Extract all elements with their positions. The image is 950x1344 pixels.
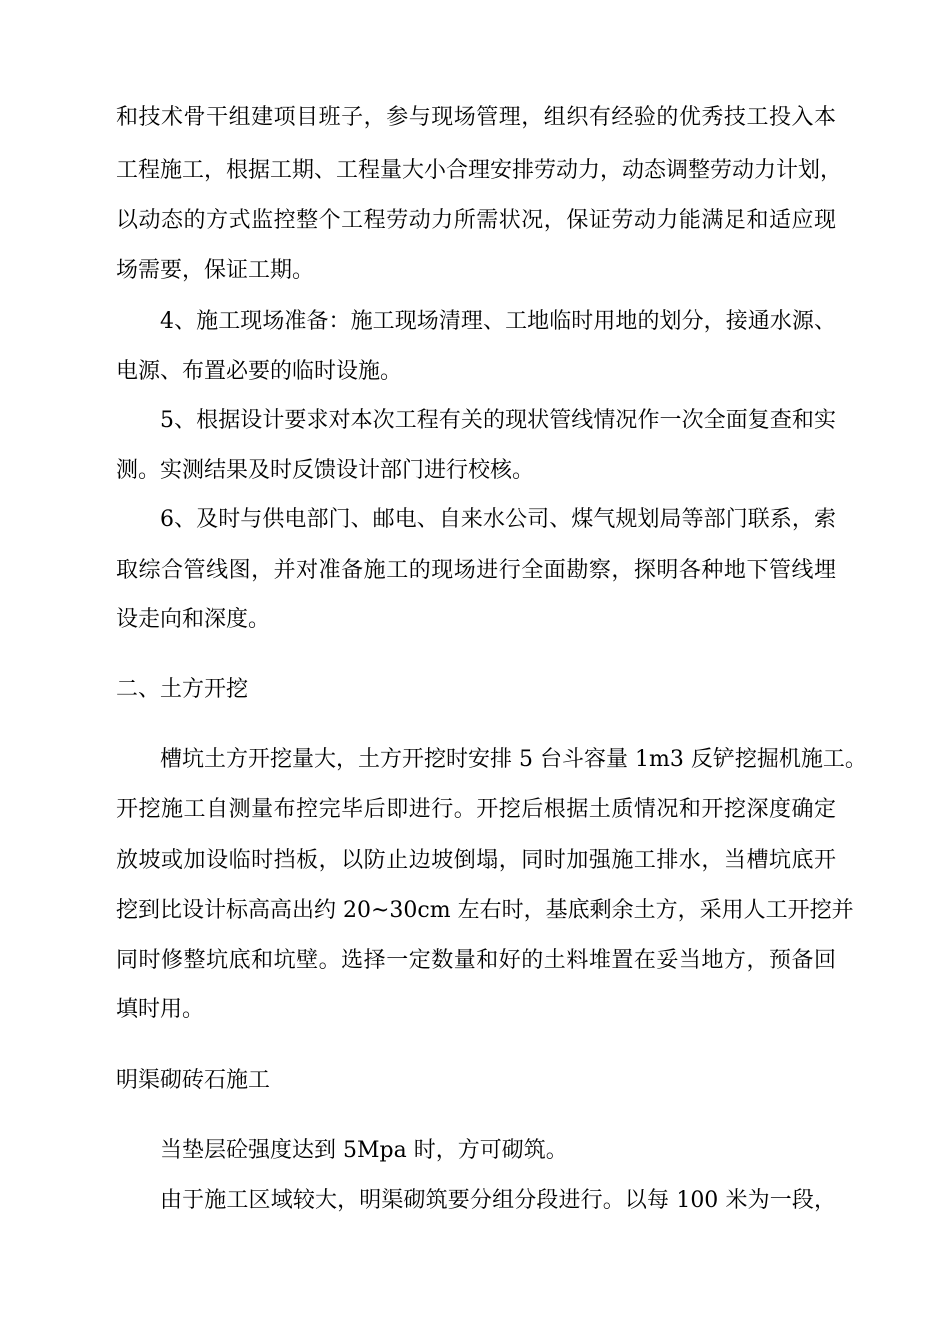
paragraph-line: 工程施工，根据工期、工程量大小合理安排劳动力，动态调整劳动力计划，: [116, 158, 843, 183]
paragraph-line: 5、根据设计要求对本次工程有关的现状管线情况作一次全面复查和实: [160, 408, 836, 433]
paragraph-line: 开挖施工自测量布控完毕后即进行。开挖后根据土质情况和开挖深度确定: [116, 797, 836, 822]
section-heading: 明渠砌砖石施工: [116, 1068, 271, 1093]
section-heading: 二、土方开挖: [116, 677, 249, 702]
paragraph-line: 场需要，保证工期。: [116, 258, 315, 283]
paragraph-line: 挖到比设计标高高出约 20~30cm 左右时，基底剩余土方，采用人工开挖并: [116, 898, 854, 923]
paragraph-line: 当垫层砼强度达到 5Mpa 时，方可砌筑。: [160, 1138, 568, 1163]
paragraph-line: 设走向和深度。: [116, 607, 271, 632]
paragraph-line: 电源、布置必要的临时设施。: [116, 359, 403, 384]
paragraph-line: 测。实测结果及时反馈设计部门进行校核。: [116, 458, 535, 483]
paragraph-line: 以动态的方式监控整个工程劳动力所需状况，保证劳动力能满足和适应现: [116, 208, 836, 233]
paragraph-line: 放坡或加设临时挡板，以防止边坡倒塌，同时加强施工排水，当槽坑底开: [116, 848, 836, 873]
paragraph-line: 同时修整坑底和坑壁。选择一定数量和好的土料堆置在妥当地方，预备回: [116, 948, 836, 973]
paragraph-line: 6、及时与供电部门、邮电、自来水公司、煤气规划局等部门联系，索: [160, 507, 836, 532]
paragraph-line: 取综合管线图，并对准备施工的现场进行全面勘察，探明各种地下管线埋: [116, 558, 836, 583]
paragraph-line: 和技术骨干组建项目班子，参与现场管理，组织有经验的优秀技工投入本: [116, 105, 836, 130]
paragraph-line: 槽坑土方开挖量大，土方开挖时安排 5 台斗容量 1m3 反铲挖掘机施工。: [160, 747, 867, 772]
paragraph-line: 由于施工区域较大，明渠砌筑要分组分段进行。以每 100 米为一段，: [160, 1188, 836, 1213]
paragraph-line: 4、施工现场准备：施工现场清理、工地临时用地的划分，接通水源、: [160, 309, 836, 334]
paragraph-line: 填时用。: [116, 997, 205, 1022]
